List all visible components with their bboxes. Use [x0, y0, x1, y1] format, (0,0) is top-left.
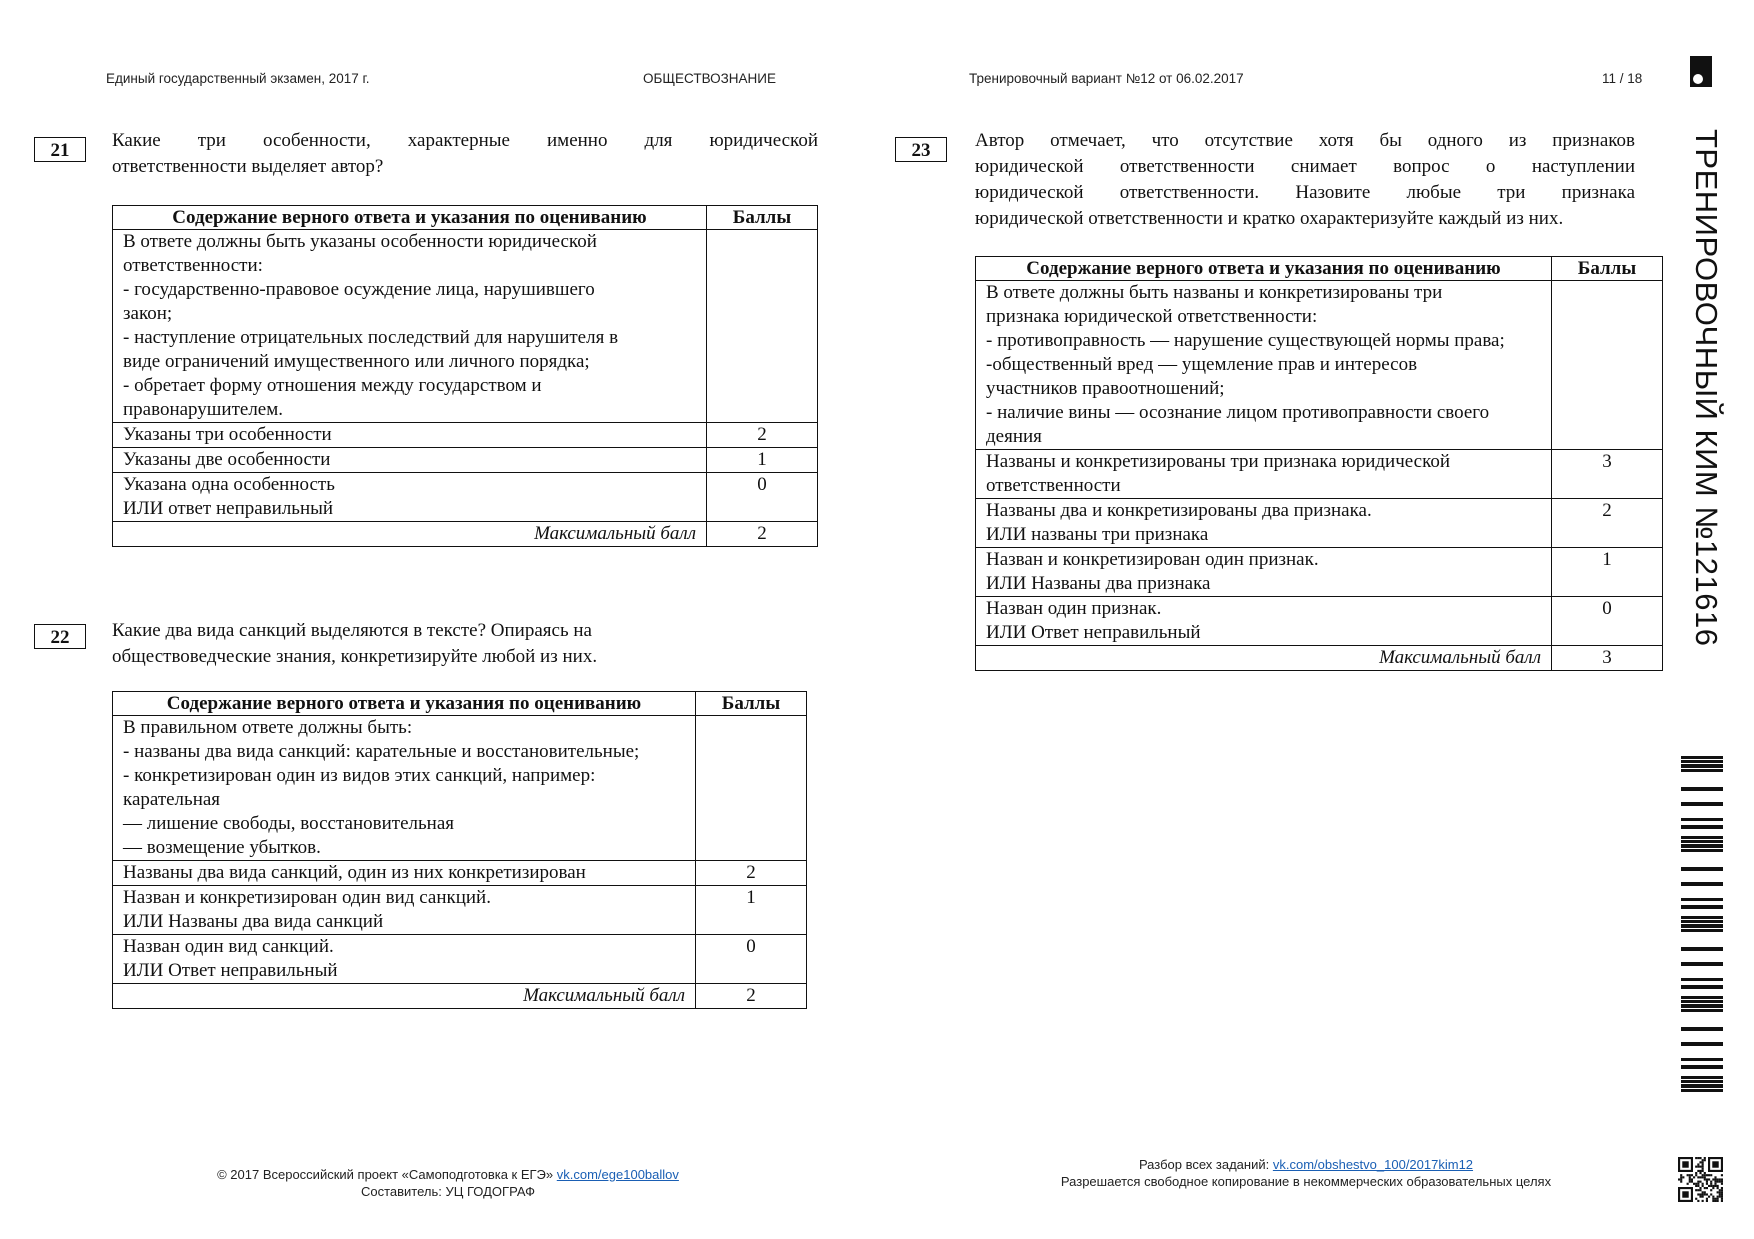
barcode-bar [1681, 929, 1723, 932]
content-line: участников правоотношений; [986, 378, 1225, 399]
barcode-bar [1681, 924, 1723, 928]
barcode-bar [1681, 905, 1723, 909]
barcode-bar [1681, 849, 1723, 852]
barcode-bar [1681, 764, 1723, 768]
question-line: юридической ответственности и кратко охарактеризуйте каждый из них. [975, 208, 1564, 229]
max-score-value: 3 [1552, 646, 1663, 671]
content-header: Содержание верного ответа и указания по оцениванию [976, 257, 1552, 281]
criterion-line: Назван и конкретизирован один вид санкций. [123, 887, 491, 908]
points-cell: 1 [1552, 548, 1663, 597]
points-cell: 0 [1552, 597, 1663, 646]
criterion-cell [976, 548, 1552, 597]
content-line: ответственности: [123, 255, 263, 276]
table-row [976, 548, 1663, 597]
table-row [113, 935, 807, 984]
points-header: Баллы [1552, 257, 1663, 281]
license-text: Разрешается свободное копирование в некоммерческих образовательных целях [1060, 1174, 1552, 1189]
barcode-bar [1681, 1084, 1723, 1088]
barcode-bar [1681, 836, 1723, 839]
max-score-row [113, 522, 818, 547]
table-header-row [976, 257, 1663, 281]
barcode-bar [1681, 769, 1723, 772]
content-line: виде ограничений имущественного или личного порядка; [123, 351, 590, 372]
footer-left [148, 1166, 748, 1200]
max-score-label: Максимальный балл [113, 522, 707, 547]
points-header: Баллы [707, 206, 818, 230]
content-line: закон; [123, 303, 173, 324]
points-cell: 1 [696, 886, 807, 935]
content-line: - обретает форму отношения между государством и [123, 375, 542, 396]
content-line: правонарушителем. [123, 399, 284, 420]
content-line: - государственно-правовое осуждение лица, нарушившего [123, 279, 595, 300]
criterion-line: ИЛИ ответ неправильный [123, 498, 334, 519]
criterion-line: Назван один вид санкций. [123, 936, 334, 957]
question-21-text [112, 128, 818, 180]
points-cell: 0 [707, 473, 818, 522]
content-line: признака юридической ответственности: [986, 306, 1318, 327]
question-line: Автор отмечает, что отсутствие хотя бы одного из признаков [975, 130, 1635, 151]
criterion-line: ИЛИ названы три признака [986, 524, 1209, 545]
table-row [976, 450, 1663, 499]
table-header-row [113, 692, 807, 716]
criterion-line: ИЛИ Названы два вида санкций [123, 911, 384, 932]
criterion-line: Указана одна особенность [123, 474, 335, 495]
points-cell: 2 [1552, 499, 1663, 548]
table-row [976, 281, 1663, 450]
barcode-bar [1681, 978, 1723, 981]
criterion-line: Названы два вида санкций, один из них конкретизирован [123, 862, 586, 883]
barcode-bar [1681, 1027, 1723, 1031]
table-header-row [113, 206, 818, 230]
question-line: Какие два вида санкций выделяются в тексте? Опираясь на [112, 620, 592, 641]
answer-content [113, 230, 707, 423]
barcode-bar [1681, 825, 1723, 829]
barcode-bar [1681, 882, 1723, 886]
table-row [113, 716, 807, 861]
criterion-cell [113, 935, 696, 984]
points-cell: 1 [707, 448, 818, 473]
subject-title: ОБЩЕСТВОЗНАНИЕ [643, 71, 776, 86]
barcode-bar [1681, 844, 1723, 848]
question-22-text [112, 618, 672, 670]
answer-content [113, 716, 696, 861]
question-line: обществоведческие знания, конкретизируйте любой из них. [112, 646, 598, 667]
answer-table-22 [112, 691, 807, 1009]
barcode-bar [1681, 1058, 1723, 1061]
question-number-23: 23 [895, 137, 947, 162]
criterion-cell [113, 886, 696, 935]
barcode-bar [1681, 1004, 1723, 1008]
criterion-line: Назван один признак. [986, 598, 1162, 619]
barcode-bar [1681, 962, 1723, 966]
table-row [976, 597, 1663, 646]
table-row [113, 423, 818, 448]
points-cell: 0 [696, 935, 807, 984]
points-cell [707, 230, 818, 423]
barcode-bar [1681, 1000, 1723, 1003]
table-row [113, 861, 807, 886]
criterion-cell [113, 861, 696, 886]
barcode-bar [1681, 840, 1723, 843]
barcode-bar [1681, 1009, 1723, 1012]
qr-code-icon [1678, 1156, 1723, 1203]
points-cell: 2 [696, 861, 807, 886]
answer-table-23 [975, 256, 1663, 671]
max-score-value: 2 [696, 984, 807, 1009]
criterion-line: Назван и конкретизирован один признак. [986, 549, 1319, 570]
variant-title: Тренировочный вариант №12 от 06.02.2017 [969, 71, 1244, 86]
barcode-bar [1681, 787, 1723, 791]
barcode-bar [1681, 996, 1723, 999]
table-row [113, 230, 818, 423]
max-score-label: Максимальный балл [976, 646, 1552, 671]
content-line: - конкретизирован один из видов этих санкций, например: [123, 765, 596, 786]
criterion-line: Названы два и конкретизированы два признака. [986, 500, 1372, 521]
criterion-line: ИЛИ Ответ неправильный [986, 622, 1201, 643]
criterion-cell [976, 499, 1552, 548]
answer-content [976, 281, 1552, 450]
question-number-22: 22 [34, 624, 86, 649]
answer-table-21 [112, 205, 818, 547]
criterion-line: Указаны две особенности [123, 449, 331, 470]
content-line: карательная [123, 789, 221, 810]
table-row [976, 499, 1663, 548]
copyright-text: © 2017 Всероссийский проект «Самоподготовка к ЕГЭ» [217, 1167, 554, 1182]
criterion-cell [113, 448, 707, 473]
max-score-label: Максимальный балл [113, 984, 696, 1009]
table-row [113, 473, 818, 522]
question-line: Какие три особенности, характерные именно для юридической [112, 130, 818, 151]
footer-right [1006, 1156, 1606, 1190]
barcode-bar [1681, 1065, 1723, 1069]
barcode-bar [1681, 916, 1723, 919]
content-line: - противоправность — нарушение существующей нормы права; [986, 330, 1505, 351]
question-line: ответственности выделяет автор? [112, 156, 384, 177]
barcode-bar [1681, 1089, 1723, 1092]
content-header: Содержание верного ответа и указания по оцениванию [113, 206, 707, 230]
question-number-21: 21 [34, 137, 86, 162]
author-text: Составитель: УЦ ГОДОГРАФ [360, 1184, 535, 1199]
corner-marker-icon [1690, 56, 1712, 87]
content-line: - названы два вида санкций: карательные и восстановительные; [123, 741, 640, 762]
barcode-bar [1681, 920, 1723, 923]
barcode-bar [1681, 867, 1723, 871]
barcode-bar [1681, 802, 1723, 806]
analysis-link[interactable]: vk.com/obshestvo_100/2017kim12 [1272, 1157, 1474, 1172]
barcode-bar [1681, 1076, 1723, 1079]
points-cell: 3 [1552, 450, 1663, 499]
criterion-cell [976, 450, 1552, 499]
points-header: Баллы [696, 692, 807, 716]
points-cell: 2 [707, 423, 818, 448]
barcode-bar [1681, 1080, 1723, 1083]
content-line: - наступление отрицательных последствий для нарушителя в [123, 327, 619, 348]
barcode-bar [1681, 898, 1723, 901]
barcode-bar [1681, 760, 1723, 763]
side-title: ТРЕНИРОВОЧНЫЙ КИМ №121616 [1689, 129, 1724, 647]
content-line: деяния [986, 426, 1042, 447]
criterion-line: ИЛИ Названы два признака [986, 573, 1211, 594]
analysis-label: Разбор всех заданий: [1138, 1157, 1270, 1172]
max-score-value: 2 [707, 522, 818, 547]
content-line: -общественный вред — ущемление прав и интересов [986, 354, 1418, 375]
table-row [113, 886, 807, 935]
barcode-bar [1681, 818, 1723, 821]
copyright-link[interactable]: vk.com/ege100ballov [556, 1167, 679, 1182]
points-cell [1552, 281, 1663, 450]
max-score-row [113, 984, 807, 1009]
content-line: — возмещение убытков. [123, 837, 321, 858]
content-line: — лишение свободы, восстановительная [123, 813, 454, 834]
points-cell [696, 716, 807, 861]
barcode-icon [1681, 750, 1723, 1102]
barcode-bar [1681, 985, 1723, 989]
criterion-cell [976, 597, 1552, 646]
content-header: Содержание верного ответа и указания по оцениванию [113, 692, 696, 716]
barcode-bar [1681, 756, 1723, 759]
max-score-row [976, 646, 1663, 671]
barcode-bar [1681, 947, 1723, 951]
question-23-text [975, 128, 1635, 232]
criterion-line: ИЛИ Ответ неправильный [123, 960, 338, 981]
page-number: 11 / 18 [1602, 71, 1643, 86]
barcode-bar [1681, 1042, 1723, 1046]
criterion-line: Названы и конкретизированы три признака юридической [986, 451, 1451, 472]
criterion-line: Указаны три особенности [123, 424, 332, 445]
content-line: - наличие вины — осознание лицом противоправности своего [986, 402, 1490, 423]
table-row [113, 448, 818, 473]
content-line: В правильном ответе должны быть: [123, 717, 413, 738]
criterion-line: ответственности [986, 475, 1121, 496]
question-line: юридической ответственности. Назовите любые три признака [975, 182, 1635, 203]
content-line: В ответе должны быть названы и конкретизированы три [986, 282, 1443, 303]
exam-title: Единый государственный экзамен, 2017 г. [106, 71, 370, 86]
content-line: В ответе должны быть указаны особенности юридической [123, 231, 597, 252]
criterion-cell [113, 473, 707, 522]
criterion-cell [113, 423, 707, 448]
question-line: юридической ответственности снимает вопрос о наступлении [975, 156, 1635, 177]
